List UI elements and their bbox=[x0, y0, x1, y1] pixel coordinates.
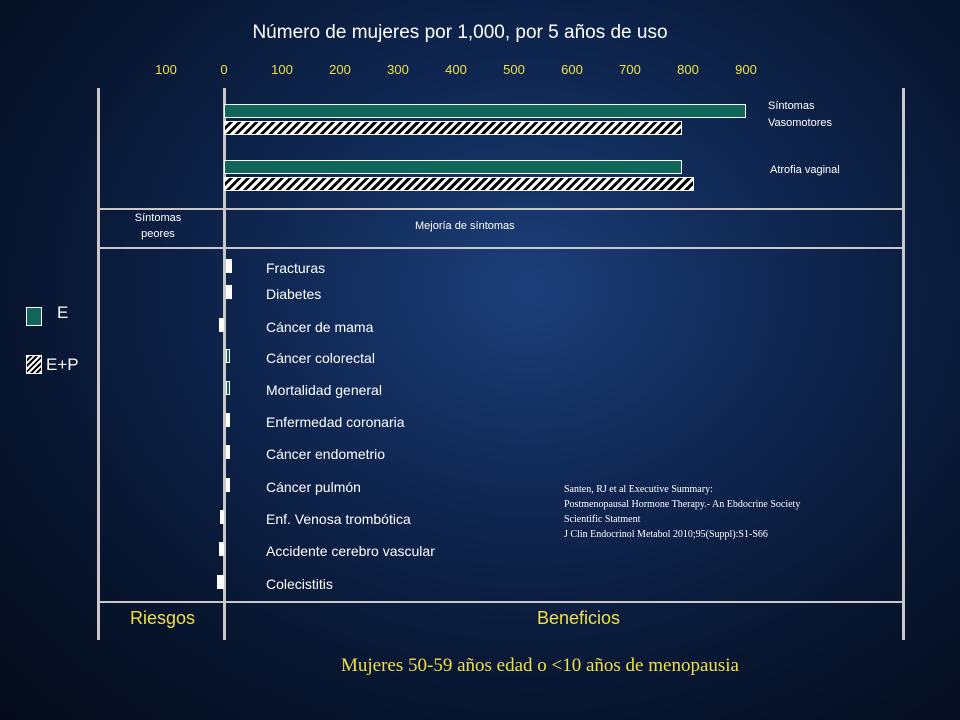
outcome-label: Cáncer de mama bbox=[266, 319, 374, 335]
outcome-label: Cáncer endometrio bbox=[266, 446, 386, 462]
x-axis-tick-label: 700 bbox=[619, 62, 641, 77]
bar-ep bbox=[224, 177, 694, 191]
bar-ep bbox=[224, 121, 682, 135]
x-axis-tick-label: 900 bbox=[735, 62, 757, 77]
outcome-bar bbox=[226, 478, 230, 492]
divider-top-line bbox=[99, 208, 904, 210]
outcome-label: Accidente cerebro vascular bbox=[266, 543, 435, 559]
risks-label: Riesgos bbox=[130, 608, 196, 628]
x-axis-tick-label: 800 bbox=[677, 62, 699, 77]
outcome-label: Fracturas bbox=[266, 260, 326, 276]
reference-line: Santen, RJ et al Executive Summary: bbox=[564, 484, 713, 495]
reference-line: J Clin Endocrinol Metabol 2010;95(Suppl):S1-S66 bbox=[564, 529, 768, 540]
x-axis-tick-label: 400 bbox=[445, 62, 467, 77]
outcome-bar bbox=[220, 510, 224, 524]
outcome-bar bbox=[226, 413, 230, 427]
legend-label-ep: E+P bbox=[46, 355, 79, 374]
outcome-bar bbox=[219, 318, 224, 332]
worse-symptoms-label: Síntomas peores bbox=[134, 212, 182, 240]
x-axis-tick-label: 100 bbox=[155, 62, 177, 77]
outcome-bar bbox=[226, 285, 232, 299]
divider-bottom-line bbox=[99, 601, 904, 603]
divider-middle-line bbox=[99, 247, 904, 249]
outcome-label: Colecistitis bbox=[266, 576, 333, 592]
x-axis-tick-label: 500 bbox=[503, 62, 525, 77]
bar-e bbox=[224, 104, 746, 118]
x-axis-tick-label: 0 bbox=[220, 62, 228, 77]
reference-citation bbox=[564, 482, 864, 542]
outcome-label: Mortalidad general bbox=[266, 382, 382, 398]
reference-line: Scientific Statment bbox=[564, 514, 641, 525]
benefits-label: Beneficios bbox=[537, 608, 621, 628]
symptom-label-vasomotor: Síntomas Vasomotores bbox=[768, 100, 832, 129]
outcome-label: Diabetes bbox=[266, 286, 322, 302]
frame-left-line bbox=[97, 88, 100, 640]
legend-swatch-ep bbox=[26, 355, 42, 374]
chart-title: Número de mujeres por 1,000, por 5 años de uso bbox=[252, 22, 668, 43]
x-axis-tick-label: 200 bbox=[329, 62, 351, 77]
frame-right-line bbox=[902, 88, 905, 640]
outcome-bar bbox=[217, 575, 224, 589]
chart-subtitle: Mujeres 50-59 años edad o <10 años de menopausia bbox=[340, 655, 739, 676]
outcome-label: Enfermedad coronaria bbox=[266, 414, 405, 430]
reference-line: Postmenopausal Hormone Therapy.- An Ebdocrine Society bbox=[564, 499, 801, 510]
outcome-bar bbox=[219, 542, 224, 556]
legend-swatch-e bbox=[26, 307, 42, 326]
outcome-label: Cáncer colorectal bbox=[266, 350, 375, 366]
legend-label-e: E bbox=[57, 303, 69, 322]
outcome-bar bbox=[226, 349, 230, 363]
x-axis-tick-label: 100 bbox=[271, 62, 293, 77]
outcome-bar bbox=[226, 381, 230, 395]
symptom-improvement-label: Mejoría de síntomas bbox=[415, 220, 515, 232]
outcome-label: Enf. Venosa trombótica bbox=[266, 511, 411, 527]
bar-e bbox=[224, 160, 682, 174]
x-axis-tick-label: 600 bbox=[561, 62, 583, 77]
outcome-label: Cáncer pulmón bbox=[266, 479, 361, 495]
outcome-bar bbox=[226, 445, 230, 459]
symptom-label-vaginal-atrophy: Atrofia vaginal bbox=[770, 164, 840, 176]
x-axis-tick-label: 300 bbox=[387, 62, 409, 77]
outcome-bar bbox=[226, 259, 232, 273]
